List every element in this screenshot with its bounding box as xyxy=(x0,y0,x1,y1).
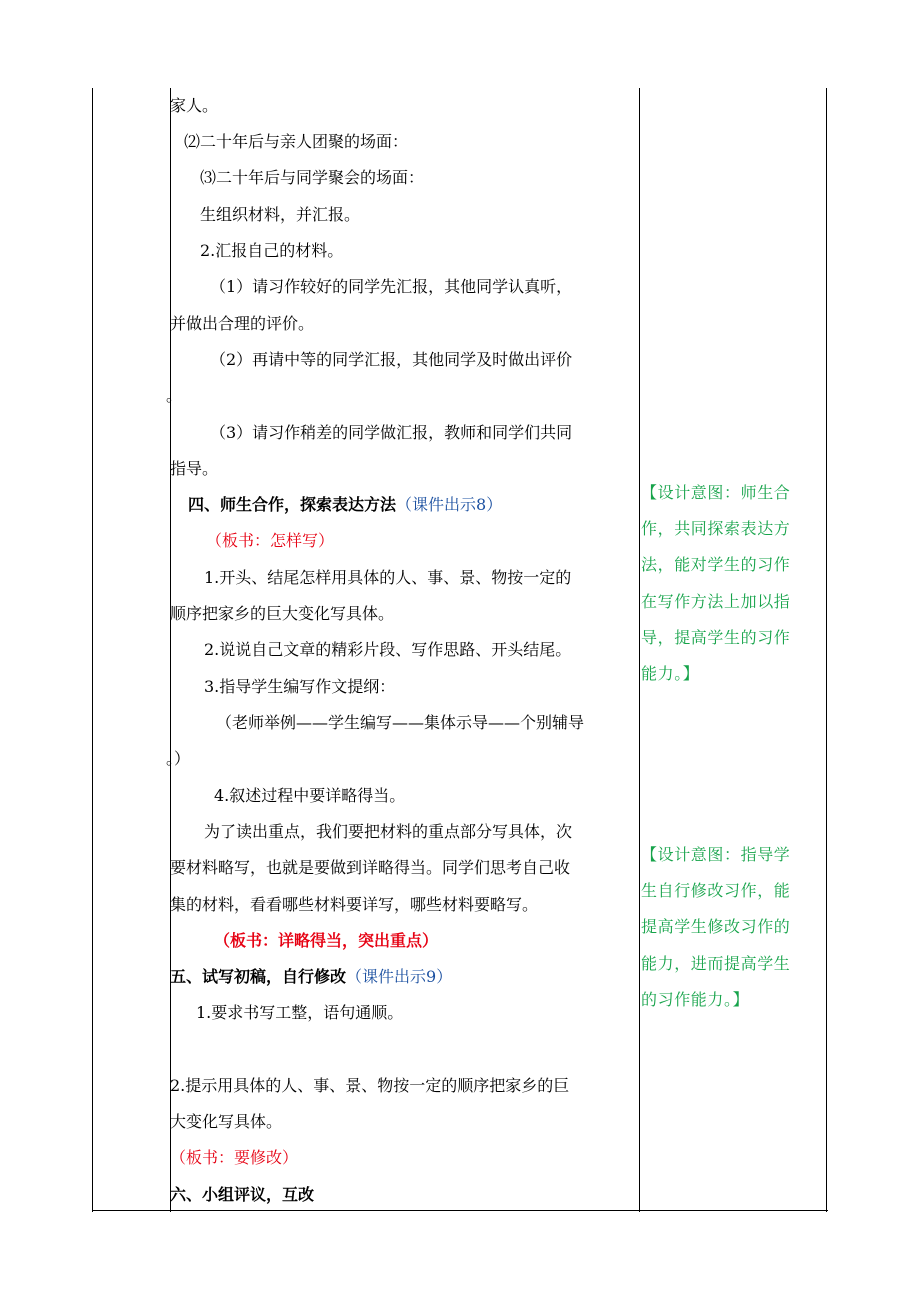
text-line: 2.提示用具体的人、事、景、物按一定的顺序把家乡的巨 xyxy=(170,1076,570,1095)
table-divider-2 xyxy=(639,88,640,1212)
text-line: 顺序把家乡的巨大变化写具体。 xyxy=(170,604,395,623)
text-line: （老师举例——学生编写——集体示导——个别辅导 xyxy=(216,713,585,732)
note-line: 作，共同探索表达方 xyxy=(641,519,791,538)
text-line: ⑵二十年后与亲人团聚的场面： xyxy=(184,132,409,151)
text-line: （1）请习作较好的同学先汇报，其他同学认真听， xyxy=(210,277,573,296)
text-line: 并做出合理的评价。 xyxy=(170,314,315,333)
board-note-1: （板书：怎样写） xyxy=(206,531,335,550)
text-line: 。） xyxy=(166,749,191,768)
text-line: 大变化写具体。 xyxy=(170,1112,283,1131)
section-4-courseware: （课件出示8） xyxy=(396,495,503,514)
text-line: （3）请习作稍差的同学做汇报，教师和同学们共同 xyxy=(210,423,573,442)
text-line: 4.叙述过程中要详略得当。 xyxy=(214,786,406,805)
note-line: 【设计意图：指导学 xyxy=(641,845,791,864)
note-line: 导，提高学生的习作 xyxy=(641,628,791,647)
text-line: （2）再请中等的同学汇报，其他同学及时做出评价 xyxy=(210,350,573,369)
note-line: 的习作能力。】 xyxy=(641,990,750,1009)
text-line: ⑶二十年后与同学聚会的场面： xyxy=(200,168,425,187)
section-4-title: 四、师生合作，探索表达方法 xyxy=(188,495,397,514)
text-line: 。 xyxy=(166,386,183,405)
section-5-title: 五、试写初稿，自行修改 xyxy=(170,967,347,986)
text-line: 要材料略写，也就是要做到详略得当。同学们思考自己收 xyxy=(170,858,571,877)
board-note-2: （板书：详略得当，突出重点） xyxy=(214,931,439,950)
text-line: 2.汇报自己的材料。 xyxy=(200,241,344,260)
text-line: 指导。 xyxy=(170,459,219,478)
note-line: 能力。】 xyxy=(641,664,700,683)
text-line: 3.指导学生编写作文提纲： xyxy=(204,677,396,696)
text-line: 生组织材料，并汇报。 xyxy=(200,205,361,224)
text-line: 家人。 xyxy=(170,96,219,115)
section-5-courseware: （课件出示9） xyxy=(346,967,453,986)
lesson-table xyxy=(92,88,828,1212)
section-6-heading: 六、小组评议，互改 xyxy=(170,1185,315,1204)
note-line: 在写作方法上加以指 xyxy=(641,592,791,611)
note-line: 【设计意图：师生合 xyxy=(641,483,791,502)
note-line: 生自行修改习作，能 xyxy=(641,881,791,900)
section-4-heading xyxy=(188,495,502,515)
section-5-heading xyxy=(170,967,452,987)
text-line: 为了读出重点，我们要把材料的重点部分写具体，次 xyxy=(204,822,573,841)
text-line: 1.要求书写工整，语句通顺。 xyxy=(196,1003,404,1022)
table-border-right xyxy=(826,88,827,1212)
note-line: 法，能对学生的习作 xyxy=(641,555,791,574)
table-border-bottom xyxy=(92,1210,828,1211)
note-line: 能力，进而提高学生 xyxy=(641,954,791,973)
note-line: 提高学生修改习作的 xyxy=(641,917,791,936)
table-border-left xyxy=(92,88,93,1212)
text-line: 2.说说自己文章的精彩片段、写作思路、开头结尾。 xyxy=(204,640,572,659)
board-note-3: （板书：要修改） xyxy=(170,1148,299,1167)
text-line: 1.开头、结尾怎样用具体的人、事、景、物按一定的 xyxy=(204,568,572,587)
table-divider-1 xyxy=(170,88,171,1212)
text-line: 集的材料，看看哪些材料要详写，哪些材料要略写。 xyxy=(170,895,539,914)
